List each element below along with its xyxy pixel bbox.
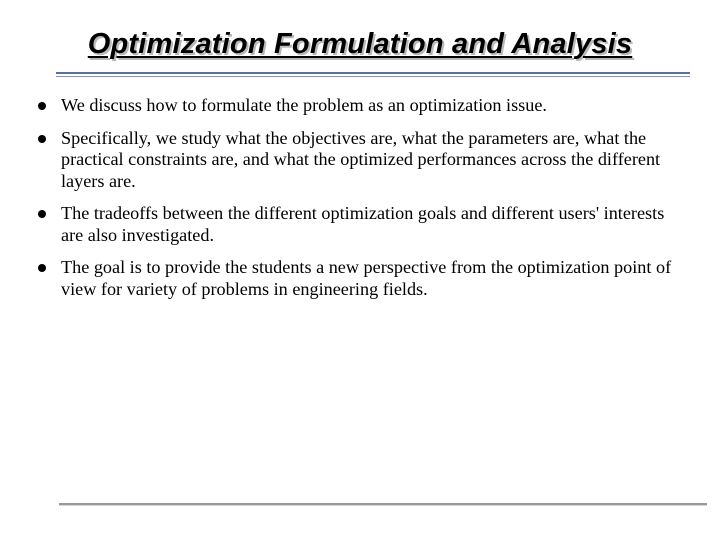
bullet-dot-icon [38,264,46,272]
footer-divider [59,503,707,506]
bullet-text: The tradeoffs between the different optimization goals and different users' interests are also investigated. [61,203,665,245]
bullet-list [38,95,688,311]
bullet-text: We discuss how to formulate the problem as an optimization issue. [61,95,547,115]
slide-title: Optimization Formulation and Analysis [87,28,633,60]
bullet-text: Specifically, we study what the objectives are, what the parameters are, what the practical constraints are, and what the optimized performances across the different layers are. [61,127,661,191]
bullet-item-2 [38,128,688,193]
bullet-item-4 [38,257,688,300]
bullet-dot-icon [38,210,46,218]
bullet-item-1 [38,95,688,117]
bullet-text: The goal is to provide the students a new perspective from the optimization point of view for variety of problems in engineering fields. [61,257,672,299]
title-divider [56,72,690,74]
title-divider-thin [56,76,690,77]
bullet-dot-icon [38,102,46,110]
bullet-item-3 [38,203,688,246]
bullet-dot-icon [38,135,46,143]
